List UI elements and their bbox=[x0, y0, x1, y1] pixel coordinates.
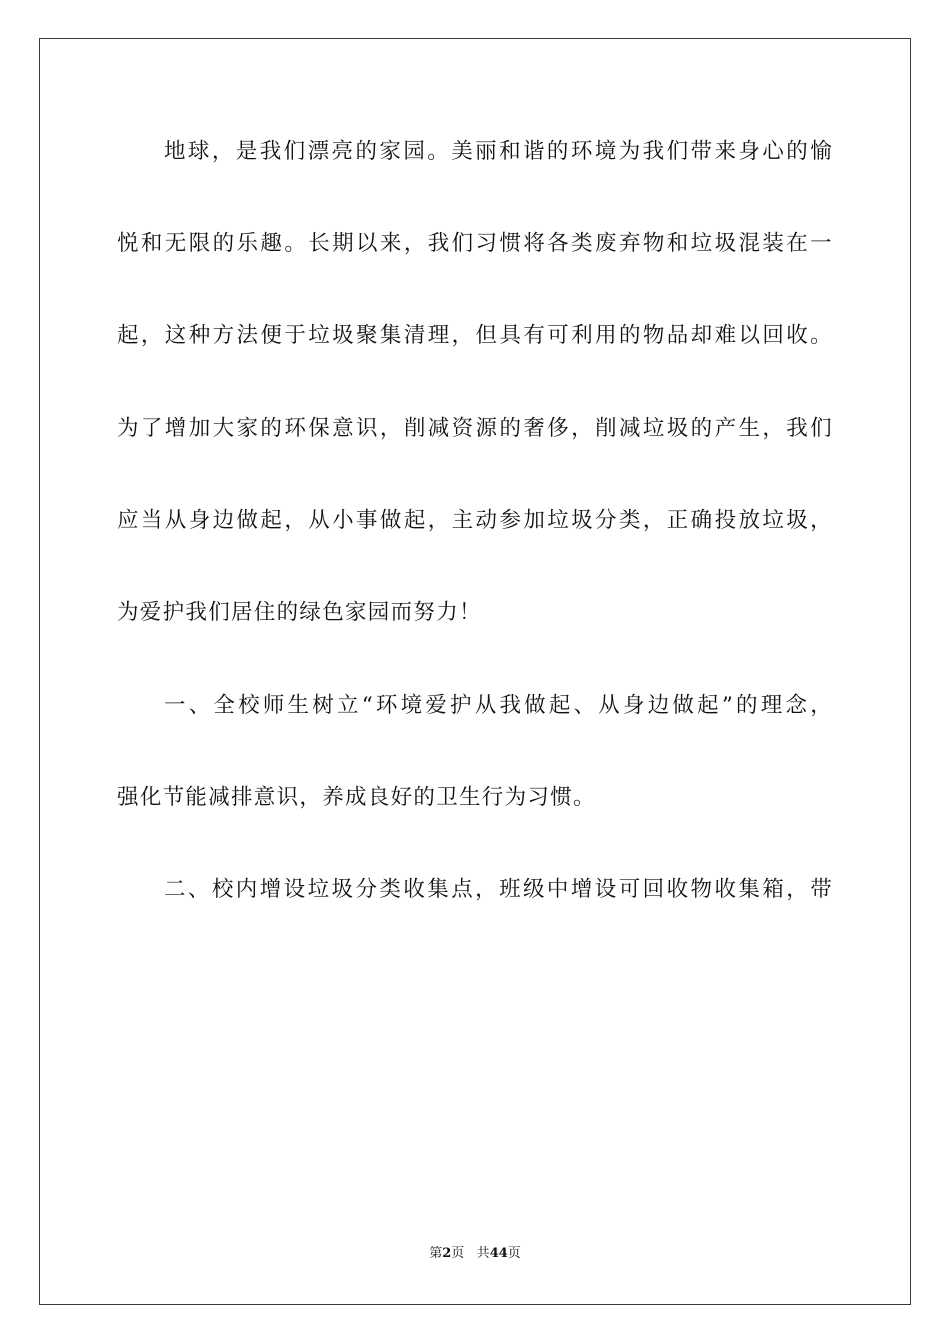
paragraph-line: 为了增加大家的环保意识，削减资源的奢侈，削减垃圾的产生，我们 bbox=[117, 416, 833, 441]
paragraph-line: 强化节能减排意识，养成良好的卫生行为习惯。 bbox=[117, 785, 596, 810]
paragraph-line: 二、校内增设垃圾分类收集点，班级中增设可回收物收集箱，带 bbox=[164, 877, 833, 902]
page-footer bbox=[0, 1245, 950, 1263]
paragraph-line: 悦和无限的乐趣。长期以来，我们习惯将各类废弃物和垃圾混装在一 bbox=[117, 231, 833, 256]
total-pages: 44 bbox=[489, 1246, 508, 1261]
paragraph-line: 地球，是我们漂亮的家园。美丽和谐的环境为我们带来身心的愉 bbox=[164, 139, 833, 164]
paragraph-line: 应当从身边做起，从小事做起，主动参加垃圾分类，正确投放垃圾， bbox=[117, 508, 833, 533]
total-prefix: 共 bbox=[476, 1246, 490, 1261]
paragraph-line: 起，这种方法便于垃圾聚集清理，但具有可利用的物品却难以回收。 bbox=[117, 323, 833, 348]
paragraph-line: 一、全校师生树立“环境爱护从我做起、从身边做起”的理念， bbox=[164, 693, 833, 718]
page-number: 2 bbox=[442, 1246, 452, 1261]
total-suffix: 页 bbox=[507, 1246, 521, 1261]
paragraph-line: 为爱护我们居住的绿色家园而努力！ bbox=[117, 600, 482, 625]
page-prefix: 第 bbox=[429, 1246, 443, 1261]
page-suffix: 页 bbox=[451, 1246, 465, 1261]
